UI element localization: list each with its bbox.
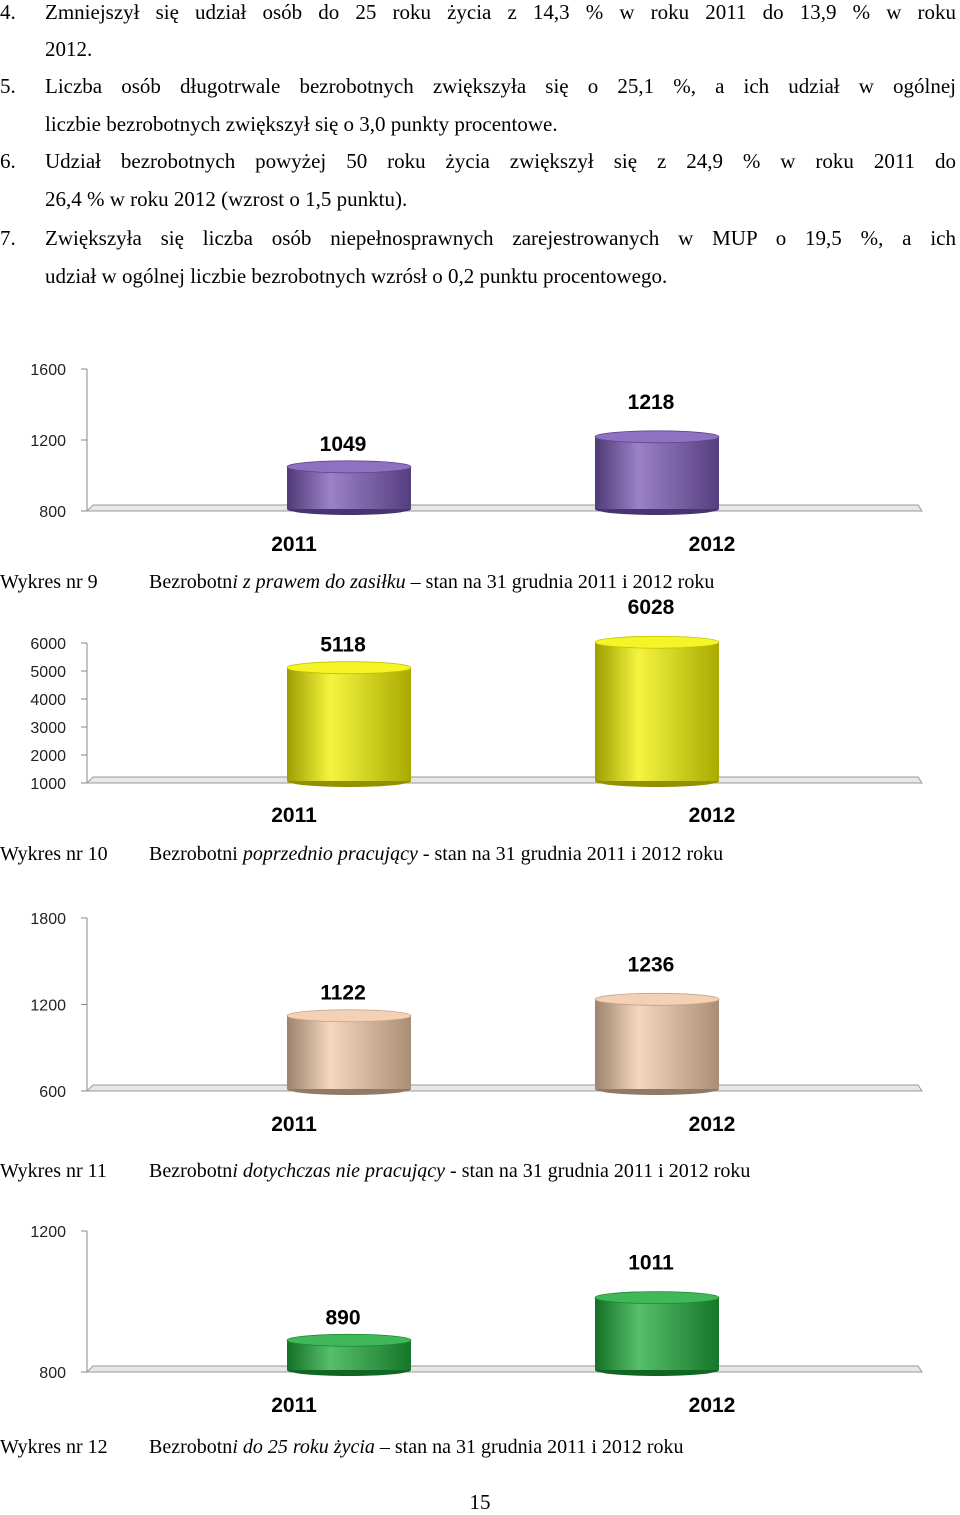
list-text: 2012. xyxy=(45,37,93,61)
chart-caption-9 xyxy=(0,571,960,599)
bar-2012 xyxy=(595,1292,719,1376)
y-tick-label: 5000 xyxy=(30,664,66,681)
x-category-label: 2012 xyxy=(688,533,736,556)
paragraph-list xyxy=(0,0,960,300)
y-tick-label: 800 xyxy=(39,504,66,521)
caption-part: Bezrobotn xyxy=(149,1160,233,1182)
caption-italic: i z prawem do zasiłku xyxy=(232,571,406,593)
x-category-label: 2012 xyxy=(688,1113,736,1136)
list-text: udział w ogólnej liczbie bezrobotnych wzrósł o 0,2 punktu procentowego. xyxy=(45,264,668,288)
y-tick-label: 2000 xyxy=(30,748,66,765)
list-item xyxy=(0,226,960,260)
caption-part: - stan na 31 grudnia 2011 i 2012 roku xyxy=(445,1160,751,1182)
chart-floor xyxy=(87,505,922,511)
y-tick-label: 6000 xyxy=(30,636,66,653)
bar-chart-12 xyxy=(0,1212,960,1427)
y-tick-label: 600 xyxy=(39,1084,66,1101)
y-tick-label: 4000 xyxy=(30,692,66,709)
caption-text xyxy=(149,843,723,866)
list-item xyxy=(0,149,960,183)
list-text: Liczba osób długotrwale bezrobotnych zwiększyła się o 25,1 %, a ich udział w ogólnej xyxy=(45,74,956,98)
y-tick-label: 1600 xyxy=(30,362,66,379)
caption-number: Wykres nr 9 xyxy=(0,571,98,593)
x-category-label: 2011 xyxy=(271,804,317,827)
x-category-label: 2011 xyxy=(271,533,317,556)
data-label: 1011 xyxy=(628,1251,674,1275)
list-number: 7. xyxy=(0,226,16,250)
y-tick-label: 1000 xyxy=(30,776,66,793)
caption-part: – stan na 31 grudnia 2011 i 2012 roku xyxy=(374,1436,684,1458)
y-tick-label: 1800 xyxy=(30,911,66,928)
data-label: 890 xyxy=(325,1306,361,1330)
list-text: Zmniejszył się udział osób do 25 roku życia z 14,3 % w roku 2011 do 13,9 % w roku xyxy=(45,0,956,24)
bar-2011 xyxy=(287,461,411,515)
y-tick-label: 1200 xyxy=(30,1224,66,1241)
data-label: 6028 xyxy=(627,596,675,620)
chart-floor xyxy=(87,1085,922,1091)
caption-text xyxy=(149,571,714,594)
y-tick-label: 3000 xyxy=(30,720,66,737)
y-tick-label: 800 xyxy=(39,1365,66,1382)
caption-text xyxy=(149,1160,750,1183)
list-text: Udział bezrobotnych powyżej 50 roku życia zwiększył się z 24,9 % w roku 2011 do xyxy=(45,149,956,173)
caption-part: Bezrobotn xyxy=(149,1436,233,1458)
x-category-label: 2011 xyxy=(271,1394,317,1417)
caption-part: – stan na 31 grudnia 2011 i 2012 roku xyxy=(405,571,715,593)
list-item xyxy=(0,74,960,108)
list-text: 26,4 % w roku 2012 (wzrost o 1,5 punktu). xyxy=(45,187,408,211)
list-number: 4. xyxy=(0,0,16,24)
chart-floor xyxy=(87,777,922,783)
caption-part: Bezrobotni xyxy=(149,843,243,865)
caption-number: Wykres nr 12 xyxy=(0,1436,108,1458)
list-item xyxy=(0,0,960,34)
data-label: 1236 xyxy=(627,953,675,977)
list-text: liczbie bezrobotnych zwiększył się o 3,0 punkty procentowe. xyxy=(45,112,558,136)
bar-2012 xyxy=(595,431,719,515)
caption-italic: i dotychczas nie pracujący xyxy=(232,1160,446,1182)
bar-chart-9 xyxy=(0,350,960,565)
y-tick-label: 1200 xyxy=(30,433,66,450)
bar-2012 xyxy=(595,993,719,1095)
data-label: 1049 xyxy=(319,432,367,456)
bar-2011 xyxy=(287,1334,411,1376)
caption-part: - stan na 31 grudnia 2011 i 2012 roku xyxy=(417,843,724,865)
chart-floor xyxy=(87,1366,922,1372)
list-number: 6. xyxy=(0,149,16,173)
page-number: 15 xyxy=(469,1490,491,1514)
caption-part: Bezrobotn xyxy=(149,571,233,593)
x-category-label: 2011 xyxy=(271,1113,317,1136)
data-label: 5118 xyxy=(320,633,366,657)
list-number: 5. xyxy=(0,74,16,98)
bar-2011 xyxy=(287,1010,411,1095)
y-tick-label: 1200 xyxy=(30,997,66,1015)
caption-number: Wykres nr 10 xyxy=(0,843,108,865)
bar-chart-11 xyxy=(0,900,960,1145)
caption-number: Wykres nr 11 xyxy=(0,1160,107,1182)
bar-2011 xyxy=(287,662,411,787)
bar-chart-10 xyxy=(0,596,960,835)
data-label: 1218 xyxy=(627,390,675,414)
x-category-label: 2012 xyxy=(688,1394,736,1417)
bar-2012 xyxy=(595,636,719,787)
caption-italic: poprzednio pracujący xyxy=(242,843,418,865)
caption-italic: i do 25 roku życia xyxy=(232,1436,375,1458)
chart-caption-11 xyxy=(0,1160,960,1188)
chart-caption-10 xyxy=(0,843,960,871)
caption-text xyxy=(149,1436,684,1459)
chart-caption-12 xyxy=(0,1436,960,1464)
x-category-label: 2012 xyxy=(688,804,736,827)
list-text: Zwiększyła się liczba osób niepełnosprawnych zarejestrowanych w MUP o 19,5 %, a ich xyxy=(45,226,956,250)
data-label: 1122 xyxy=(320,981,366,1005)
